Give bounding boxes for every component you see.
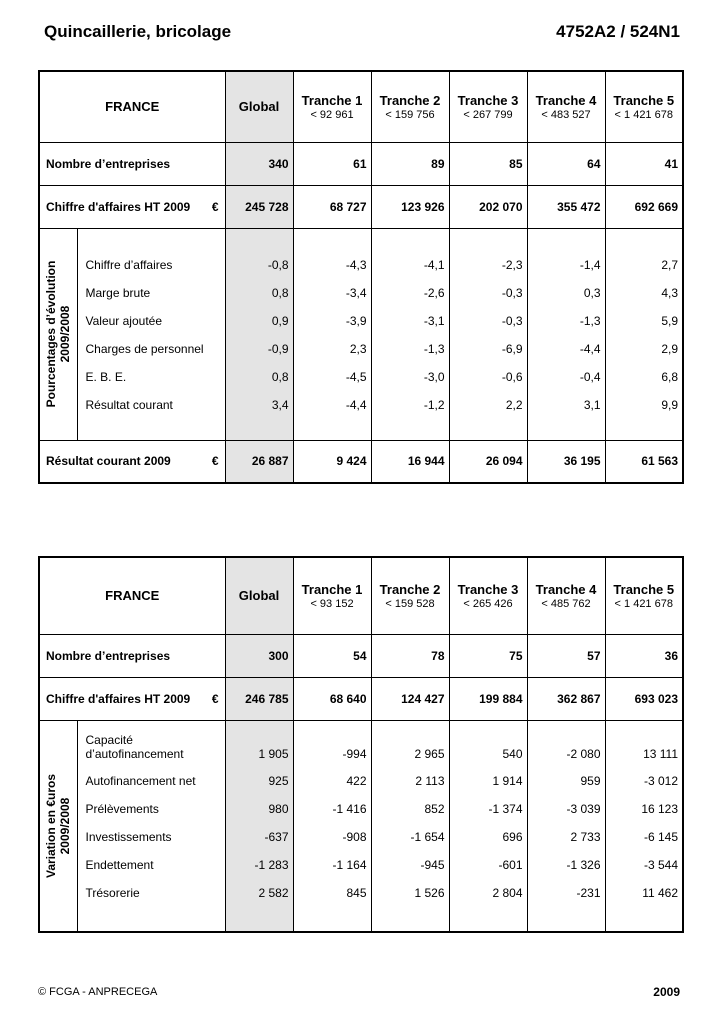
section-label: Pourcentages d’évolution 2009/2008: [39, 228, 77, 440]
copyright: © FCGA - ANPRECEGA: [38, 986, 158, 998]
cell: 61 563: [605, 440, 683, 483]
row-label: Résultat courant 2009 €: [39, 440, 225, 483]
cell: 9 424: [293, 440, 371, 483]
tranche-header: Tranche 1 < 92 961: [293, 71, 371, 142]
table-row: [39, 677, 683, 720]
evolution-labels: [77, 228, 225, 440]
table-evolution: [38, 70, 684, 484]
region-label: FRANCE: [39, 71, 225, 142]
table-row: [39, 634, 683, 677]
row-label: Prélèvements: [85, 801, 159, 816]
cell: 340: [225, 142, 293, 185]
table-variation: [38, 556, 684, 933]
col-tranche-3: 540 1 914 -1 374 696 -601 2 804: [449, 720, 527, 932]
table-row: [39, 440, 683, 483]
row-label: Résultat courant: [85, 397, 173, 412]
cell: 68 727: [293, 185, 371, 228]
footer-year: 2009: [653, 985, 680, 999]
tranche-header: Tranche 5 < 1 421 678: [605, 71, 683, 142]
table-header-row: [39, 71, 683, 142]
cell: 89: [371, 142, 449, 185]
row-label: Chiffre d'affaires HT 2009 €: [39, 677, 225, 720]
tranche-header: Tranche 1 < 93 152: [293, 557, 371, 634]
col-tranche-2: -4,1 -2,6 -3,1 -1,3 -3,0 -1,2: [371, 228, 449, 440]
cell: 16 944: [371, 440, 449, 483]
cell: 85: [449, 142, 527, 185]
sector-code: 4752A2 / 524N1: [556, 22, 680, 41]
cell: 692 669: [605, 185, 683, 228]
col-tranche-3: -2,3 -0,3 -0,3 -6,9 -0,6 2,2: [449, 228, 527, 440]
row-label: Marge brute: [85, 285, 151, 300]
col-tranche-1: -994 422 -1 416 -908 -1 164 845: [293, 720, 371, 932]
section-evolution: [39, 228, 683, 440]
row-label: Endettement: [85, 857, 154, 872]
region-label: FRANCE: [39, 557, 225, 634]
tranche-header: Tranche 5 < 1 421 678: [605, 557, 683, 634]
row-label: Charges de personnel: [85, 341, 204, 356]
variation-labels: [77, 720, 225, 932]
cell: 57: [527, 634, 605, 677]
document-title: Quincaillerie, bricolage: [44, 22, 232, 41]
cell: 36 195: [527, 440, 605, 483]
cell: 300: [225, 634, 293, 677]
tranche-header: Tranche 3 < 265 426: [449, 557, 527, 634]
row-label: Nombre d’entreprises: [39, 634, 225, 677]
section-label: Variation en €uros 2009/2008: [39, 720, 77, 932]
tranche-header: Tranche 2 < 159 528: [371, 557, 449, 634]
cell: 61: [293, 142, 371, 185]
tranche-header: Tranche 4 < 485 762: [527, 557, 605, 634]
table-row: [39, 142, 683, 185]
row-label: Capacité d’autofinancement: [85, 732, 184, 761]
col-global: 1 905 925 980 -637 -1 283 2 582: [225, 720, 293, 932]
global-header: Global: [225, 71, 293, 142]
section-variation: [39, 720, 683, 932]
col-global: -0,8 0,8 0,9 -0,9 0,8 3,4: [225, 228, 293, 440]
cell: 123 926: [371, 185, 449, 228]
cell: 693 023: [605, 677, 683, 720]
cell: 355 472: [527, 185, 605, 228]
cell: 64: [527, 142, 605, 185]
col-tranche-4: -1,4 0,3 -1,3 -4,4 -0,4 3,1: [527, 228, 605, 440]
cell: 124 427: [371, 677, 449, 720]
tranche-header: Tranche 2 < 159 756: [371, 71, 449, 142]
cell: 36: [605, 634, 683, 677]
cell: 68 640: [293, 677, 371, 720]
col-tranche-1: -4,3 -3,4 -3,9 2,3 -4,5 -4,4: [293, 228, 371, 440]
row-label: Chiffre d'affaires HT 2009 €: [39, 185, 225, 228]
tranche-header: Tranche 3 < 267 799: [449, 71, 527, 142]
cell: 245 728: [225, 185, 293, 228]
col-tranche-2: 2 965 2 113 852 -1 654 -945 1 526: [371, 720, 449, 932]
row-label: E. B. E.: [85, 369, 127, 384]
row-label: Autofinancement net: [85, 773, 196, 788]
row-label: Investissements: [85, 829, 172, 844]
cell: 199 884: [449, 677, 527, 720]
row-label: Nombre d’entreprises: [39, 142, 225, 185]
cell: 78: [371, 634, 449, 677]
cell: 75: [449, 634, 527, 677]
row-label: Chiffre d’affaires: [85, 257, 173, 272]
col-tranche-5: 13 111 -3 012 16 123 -6 145 -3 544 11 462: [605, 720, 683, 932]
cell: 54: [293, 634, 371, 677]
row-label: Trésorerie: [85, 885, 140, 900]
cell: 362 867: [527, 677, 605, 720]
row-label: Valeur ajoutée: [85, 313, 162, 328]
cell: 41: [605, 142, 683, 185]
table-header-row: [39, 557, 683, 634]
cell: 202 070: [449, 185, 527, 228]
cell: 26 094: [449, 440, 527, 483]
col-tranche-4: -2 080 959 -3 039 2 733 -1 326 -231: [527, 720, 605, 932]
cell: 246 785: [225, 677, 293, 720]
cell: 26 887: [225, 440, 293, 483]
table-row: [39, 185, 683, 228]
col-tranche-5: 2,7 4,3 5,9 2,9 6,8 9,9: [605, 228, 683, 440]
global-header: Global: [225, 557, 293, 634]
tranche-header: Tranche 4 < 483 527: [527, 71, 605, 142]
